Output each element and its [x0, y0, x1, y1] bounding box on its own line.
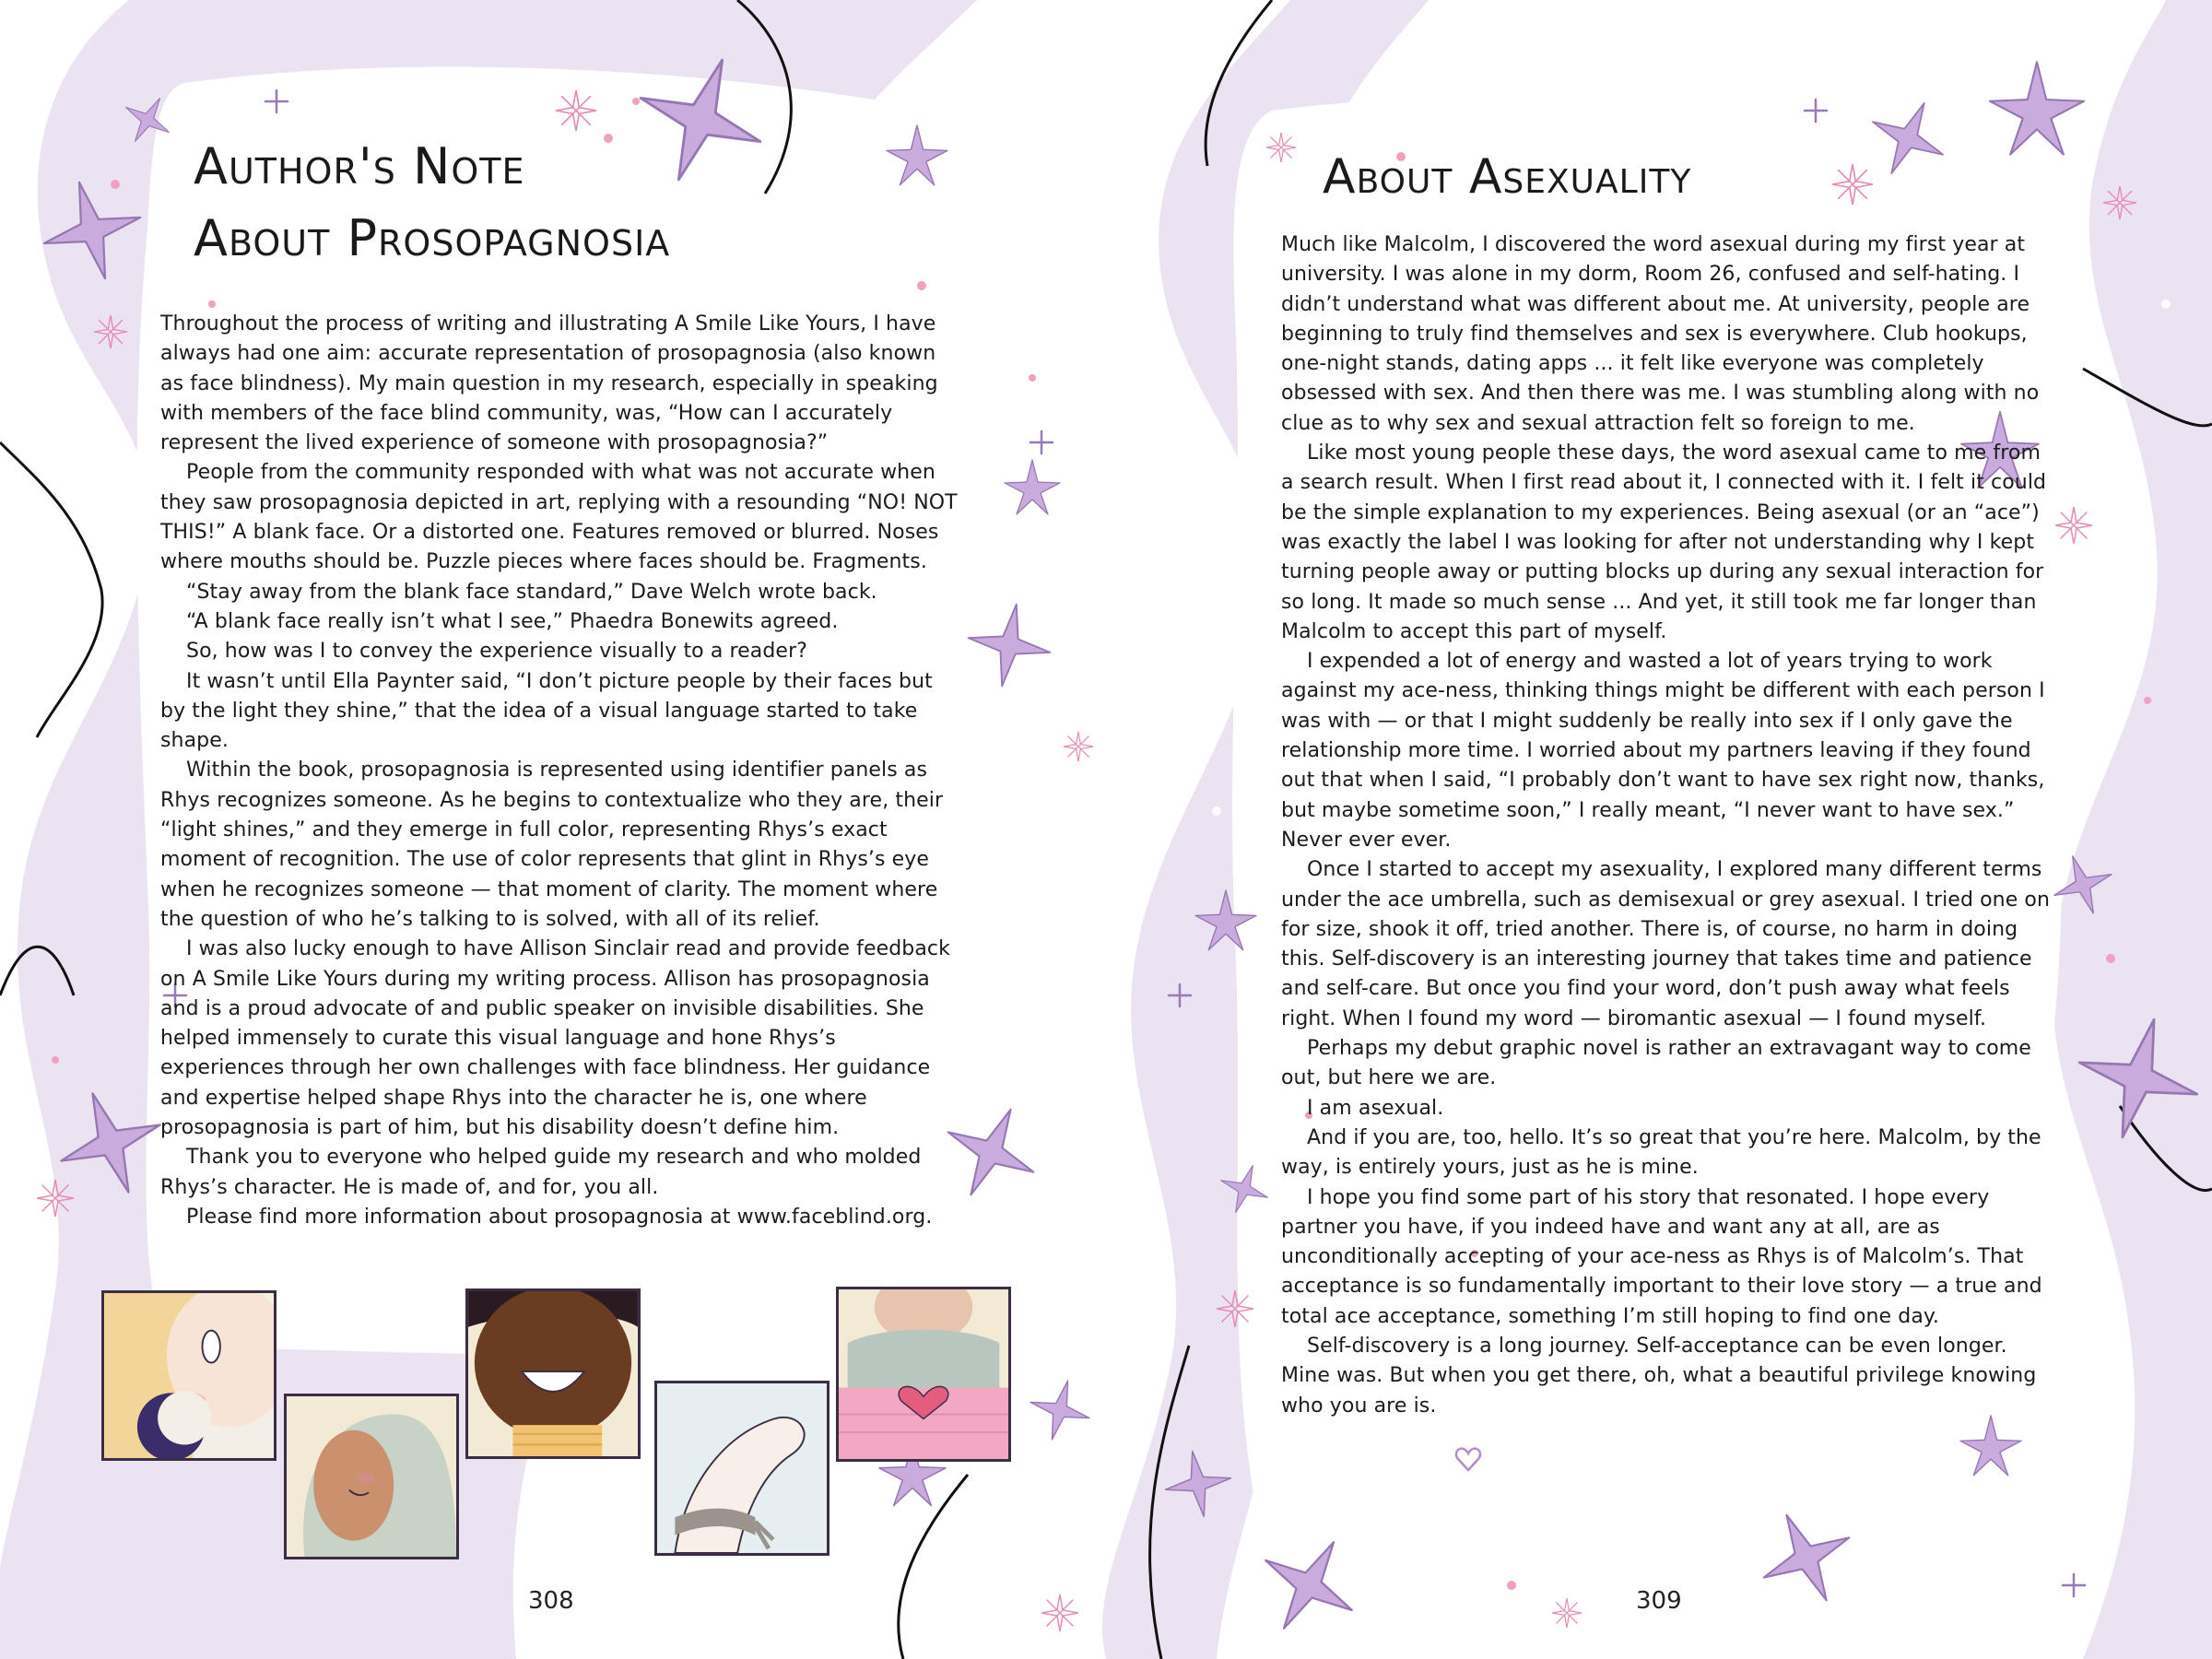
- right-page: [1106, 0, 2212, 1659]
- paragraph: And if you are, too, hello. It’s so great that you’re here. Malcolm, by the way, is entirely yours, just as he is mine.: [1281, 1125, 2041, 1180]
- identifier-panel-smile: [465, 1288, 641, 1459]
- paragraph: Thank you to everyone who helped guide my research and who molded Rhys’s character. He is made of, and for, you all.: [160, 1146, 922, 1199]
- left-title-line-2: About Prosopagnosia: [194, 209, 671, 268]
- left-page-body: [160, 310, 959, 1232]
- left-page-title: [194, 138, 670, 267]
- identifier-panel-hijab: [284, 1394, 459, 1559]
- paragraph: Please find more information about prosopagnosia at www.faceblind.org.: [186, 1205, 933, 1229]
- right-page-body: [1281, 230, 2055, 1421]
- page-number-left: 308: [528, 1587, 574, 1615]
- identifier-panel-wrist: [654, 1381, 830, 1556]
- heart-icon: [1454, 1445, 1482, 1473]
- page-number-right: 309: [1636, 1587, 1682, 1615]
- paragraph: I expended a lot of energy and wasted a lot of years trying to work against my ace-ness, thinking things might be different with each person I was with — or that I might suddenly be really into sex if I only gave the relationship more time. I worried about my partners leaving if they found out that when I said, “I probably don’t want to have sex right now, thanks, but maybe sometime soon,” I really meant, “I never want to have sex.” Never ever ever.: [1281, 650, 2045, 852]
- paragraph: Throughout the process of writing and illustrating A Smile Like Yours, I have always had one aim: accurate representation of prosopagnosia (also known as face blindness). My main question in my research, especially in speaking with members of the face blind community, was, “How can I accurately represent the lived experience of someone with prosopagnosia?”: [160, 312, 938, 455]
- left-title-line-1: Author's Note: [194, 137, 525, 195]
- paragraph: I hope you find some part of his story that resonated. I hope every partner you have, if you indeed have and want any at all, are as unconditionally accepting of your ace-ness as Rhys is of Malcolm’s. That acceptance is so fundamentally important to their love story — a true and total ace acceptance, something I’m still hoping to find one day.: [1281, 1185, 2042, 1328]
- paragraph: “A blank face really isn’t what I see,” Phaedra Bonewits agreed.: [186, 609, 839, 633]
- paragraph: I was also lucky enough to have Allison Sinclair read and provide feedback on A Smile Like Yours during my writing process. Allison has prosopagnosia and is a proud advocate of and public speaker on invisible disabilities. She helped immensely to curate this visual language and hone Rhys’s experiences through her own challenges with face blindness. Her guidance and expertise helped shape Rhys into the character he is, one where prosopagnosia is part of him, but his disability doesn’t define him.: [160, 937, 950, 1140]
- paragraph: Self-discovery is a long journey. Self-acceptance can be even longer. Mine was. But when you get there, oh, what a beautiful privilege knowing who you are is.: [1281, 1334, 2037, 1418]
- paragraph: People from the community responded with what was not accurate when they saw prosopagnosia depicted in art, replying with a resounding “NO! NOT THIS!” A blank face. Or a distorted one. Features removed or blurred. Noses where mouths should be. Puzzle pieces where faces should be. Fragments.: [160, 461, 958, 574]
- right-page-title: About Asexuality: [1323, 149, 1692, 205]
- paragraph: Perhaps my debut graphic novel is rather an extravagant way to come out, but here we are.: [1281, 1037, 2031, 1090]
- paragraph: So, how was I to convey the experience visually to a reader?: [186, 640, 807, 664]
- identifier-panel-heart: [836, 1287, 1011, 1462]
- paragraph: Like most young people these days, the word asexual came to me from a search result. When I first read about it, I connected with it. I felt it could be the simple explanation to my experiences. Being asexual (or an “ace”) was exactly the label I was looking for after not understanding why I kept turning people away or putting blocks up during any sexual interaction for so long. It made so much sense ... And yet, it still took me far longer than Malcolm to accept this part of myself.: [1281, 441, 2047, 643]
- paragraph: Much like Malcolm, I discovered the word asexual during my first year at university. I was alone in my dorm, Room 26, confused and self-hating. I didn’t understand what was different about me. At university, people are beginning to truly find themselves and sex is everywhere. Club hookups, one-night stands, dating apps ... it felt like everyone was completely obsessed with sex. And then there was me. I was stumbling along with no clue as to why sex and sexual attraction felt so foreign to me.: [1281, 233, 2040, 435]
- paragraph: Within the book, prosopagnosia is represented using identifier panels as Rhys recognizes someone. As he begins to contextualize who they are, their “light shines,” and they emerge in full color, representing Rhys’s exact moment of recognition. The use of color represents that glint in Rhys’s eye when he recognizes someone — that moment of clarity. The moment where the question of who he’s talking to is solved, with all of its relief.: [160, 759, 944, 931]
- paragraph: “Stay away from the blank face standard,” Dave Welch wrote back.: [186, 580, 877, 604]
- paragraph: It wasn’t until Ella Paynter said, “I don’t picture people by their faces but by the light they shine,” that the idea of a visual language started to take shape.: [160, 669, 933, 753]
- paragraph: I am asexual.: [1307, 1096, 1444, 1120]
- paragraph: Once I started to accept my asexuality, I explored many different terms under the ace umbrella, such as demisexual or grey asexual. I tried one on for size, shook it off, tried another. There is, of course, no harm in doing this. Self-discovery is an interesting journey that takes time and patience and self-care. But once you find your word, don’t push away what feels right. When I found my word — biromantic asexual — I found myself.: [1281, 858, 2051, 1030]
- identifier-panel-crescent: [101, 1290, 276, 1461]
